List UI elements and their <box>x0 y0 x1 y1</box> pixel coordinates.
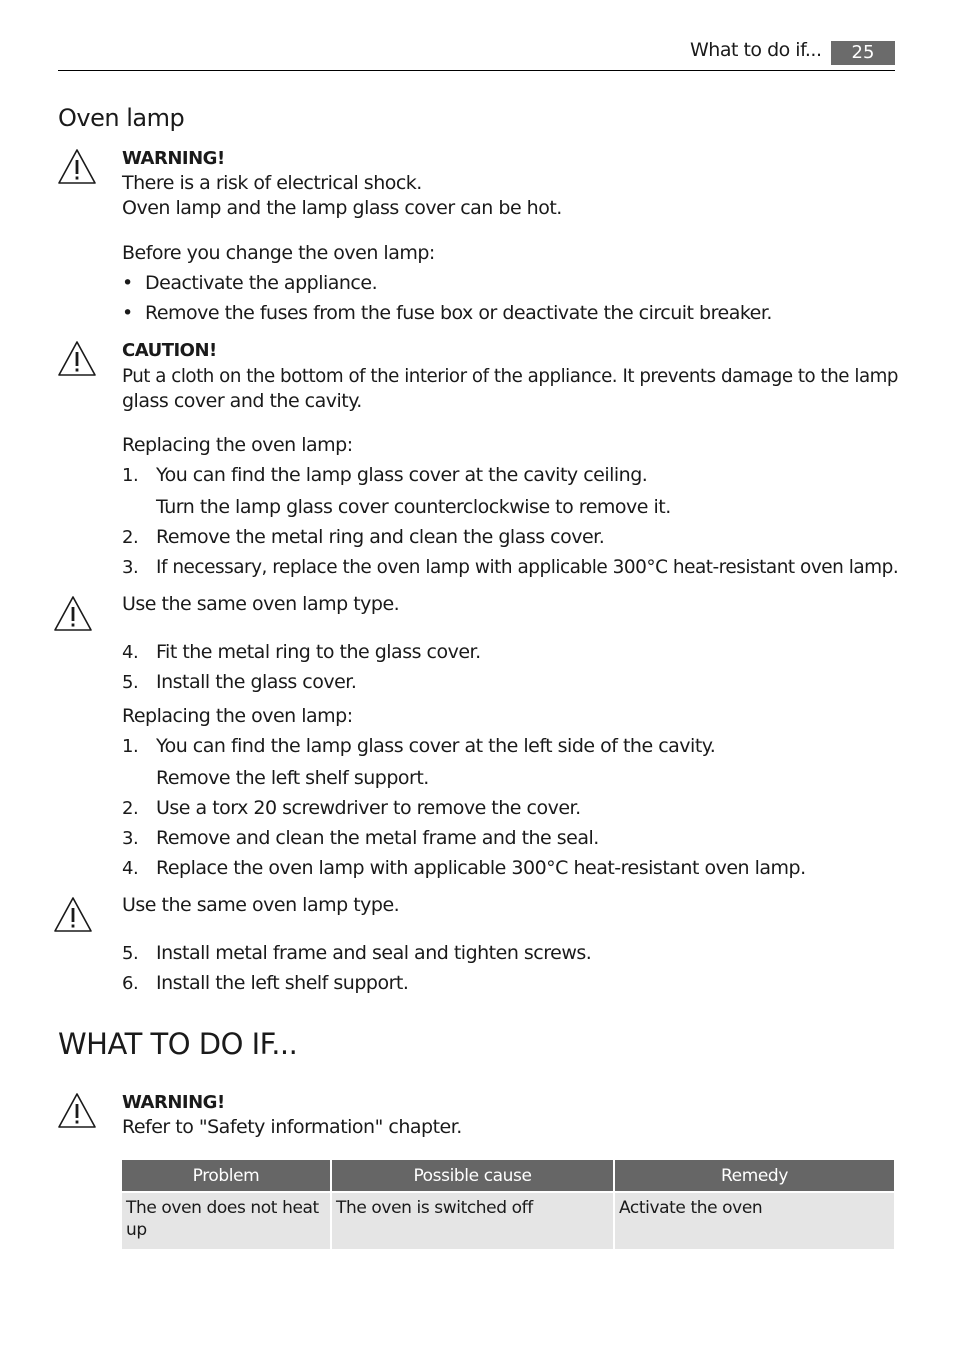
warning-triangle-icon <box>57 148 97 186</box>
step-text: Use a torx 20 screwdriver to remove the cover. <box>156 797 581 819</box>
column-header-problem: Problem <box>122 1160 330 1193</box>
step-text: Turn the lamp glass cover counterclockwise to remove it. <box>156 496 671 518</box>
step-text: Remove the left shelf support. <box>156 767 429 789</box>
procedure-intro: Replacing the oven lamp: <box>122 705 353 727</box>
caution-label: CAUTION! <box>122 340 217 361</box>
warning-label: WARNING! <box>122 1092 225 1113</box>
warning-triangle-icon <box>57 340 97 378</box>
caution-text-line: glass cover and the cavity. <box>122 390 362 412</box>
table-cell-cause: The oven is switched off <box>332 1193 613 1249</box>
section-heading-oven-lamp: Oven lamp <box>58 104 185 132</box>
warning-triangle-icon <box>53 896 93 934</box>
page-number-badge: 25 <box>831 41 895 65</box>
table-row <box>122 1193 894 1249</box>
step-number: 5. <box>122 943 139 964</box>
step-number: 4. <box>122 642 139 663</box>
header-section-title: What to do if... <box>690 39 822 61</box>
step-number: 1. <box>122 736 139 757</box>
step-text: Install the glass cover. <box>156 671 357 693</box>
warning-text-line: Refer to "Safety information" chapter. <box>122 1116 462 1138</box>
warning-triangle-icon <box>57 1092 97 1130</box>
warning-label: WARNING! <box>122 148 225 169</box>
step-text: You can find the lamp glass cover at the left side of the cavity. <box>156 735 716 757</box>
table-cell-problem: The oven does not heat up <box>122 1193 330 1249</box>
bullet-item: Deactivate the appliance. <box>145 272 378 294</box>
warning-triangle-icon <box>53 595 93 633</box>
column-header-remedy: Remedy <box>615 1160 894 1193</box>
note-text: Use the same oven lamp type. <box>122 894 400 916</box>
step-text: Install metal frame and seal and tighten screws. <box>156 942 592 964</box>
bullet-dot: • <box>122 272 133 294</box>
step-number: 4. <box>122 858 139 879</box>
table-header-row <box>122 1160 894 1193</box>
step-text: You can find the lamp glass cover at the cavity ceiling. <box>156 464 648 486</box>
troubleshooting-table <box>120 1160 896 1249</box>
caution-text-line: Put a cloth on the bottom of the interior of the appliance. It prevents damage to the lamp <box>122 365 899 387</box>
warning-text-line: Oven lamp and the lamp glass cover can be hot. <box>122 197 562 219</box>
bullet-item: Remove the fuses from the fuse box or deactivate the circuit breaker. <box>145 302 772 324</box>
step-text: Replace the oven lamp with applicable 300°C heat-resistant oven lamp. <box>156 857 806 879</box>
table-cell-remedy: Activate the oven <box>615 1193 894 1249</box>
step-text: Remove the metal ring and clean the glass cover. <box>156 526 605 548</box>
step-number: 3. <box>122 557 139 578</box>
column-header-possible-cause: Possible cause <box>332 1160 613 1193</box>
step-text: If necessary, replace the oven lamp with applicable 300°C heat-resistant oven lamp. <box>156 556 899 578</box>
procedure-intro: Replacing the oven lamp: <box>122 434 353 456</box>
step-number: 6. <box>122 973 139 994</box>
step-number: 1. <box>122 465 139 486</box>
bullet-dot: • <box>122 302 133 324</box>
step-text: Install the left shelf support. <box>156 972 409 994</box>
step-number: 3. <box>122 828 139 849</box>
step-text: Fit the metal ring to the glass cover. <box>156 641 481 663</box>
header-rule <box>58 70 895 71</box>
chapter-heading: WHAT TO DO IF... <box>58 1027 298 1061</box>
note-text: Use the same oven lamp type. <box>122 593 400 615</box>
before-intro: Before you change the oven lamp: <box>122 242 435 264</box>
warning-text-line: There is a risk of electrical shock. <box>122 172 422 194</box>
step-number: 5. <box>122 672 139 693</box>
step-number: 2. <box>122 527 139 548</box>
step-number: 2. <box>122 798 139 819</box>
step-text: Remove and clean the metal frame and the seal. <box>156 827 599 849</box>
